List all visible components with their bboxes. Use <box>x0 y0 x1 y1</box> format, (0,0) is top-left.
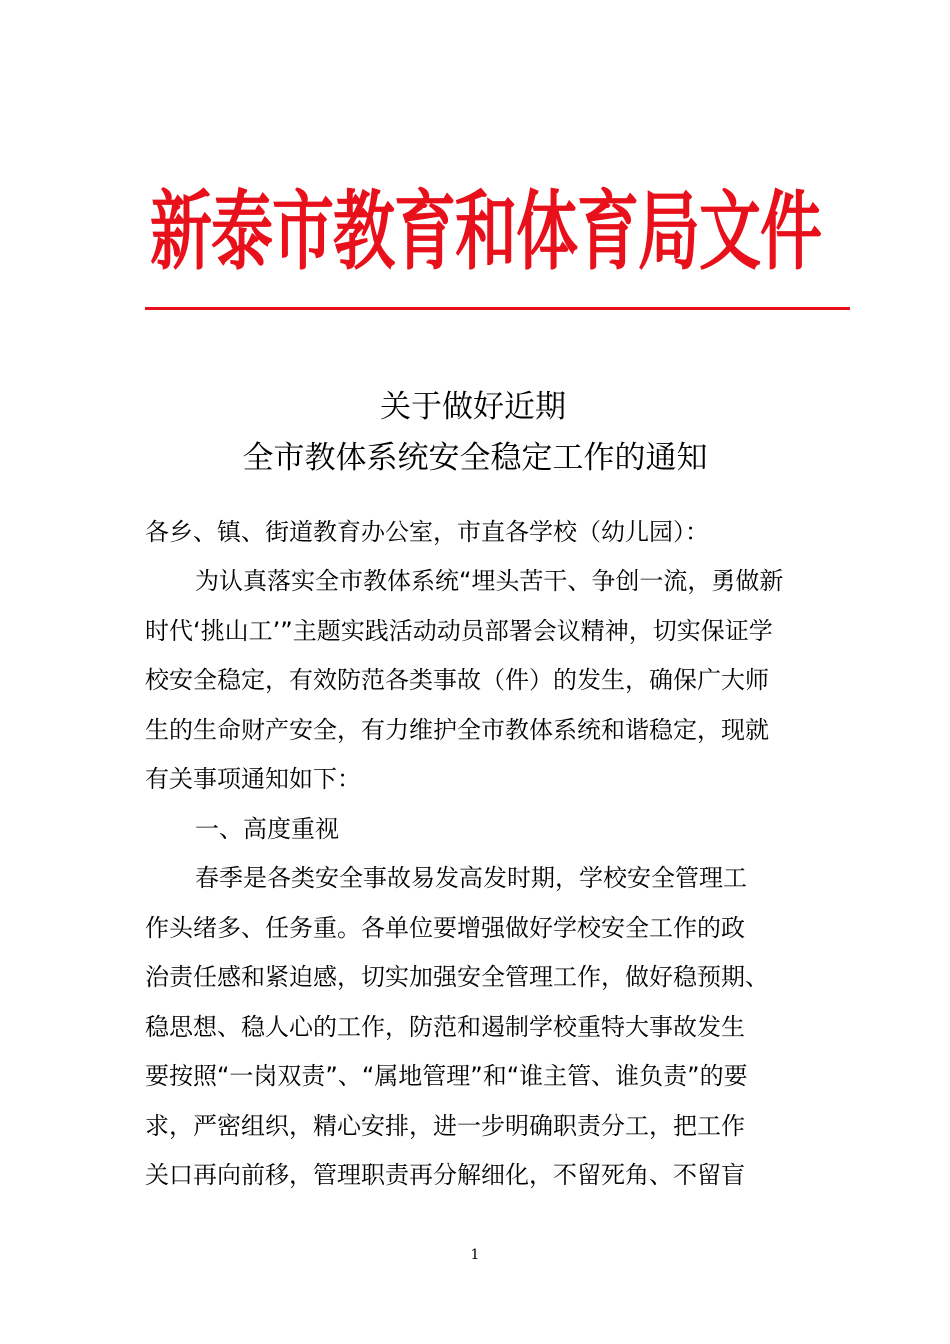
section-heading: 一、高度重视 <box>195 815 339 843</box>
body-line: 治责任感和紧迫感，切实加强安全管理工作，做好稳预期、 <box>145 963 769 991</box>
page-number: 1 <box>470 1247 480 1263</box>
body-line: 校安全稳定，有效防范各类事故（件）的发生，确保广大师 <box>145 666 769 694</box>
body-line: 关口再向前移，管理职责再分解细化，不留死角、不留盲 <box>145 1161 745 1189</box>
body-line: 时代‘挑山工’”主题实践活动动员部署会议精神，切实保证学 <box>145 617 773 645</box>
body-line: 春季是各类安全事故易发高发时期，学校安全管理工 <box>195 864 747 892</box>
red-divider-line <box>145 307 850 310</box>
body-line: 稳思想、稳人心的工作，防范和遏制学校重特大事故发生 <box>145 1013 745 1041</box>
body-line: 要按照“一岗双责”、“属地管理”和“谁主管、谁负责”的要 <box>145 1062 748 1090</box>
body-line: 为认真落实全市教体系统“埋头苦干、争创一流，勇做新 <box>195 567 784 595</box>
document-title-line-2: 全市教体系统安全稳定工作的通知 <box>242 440 708 476</box>
issuer-masthead: 新泰市教育和体育局文件 <box>150 180 822 282</box>
body-line: 作头绪多、任务重。各单位要增强做好学校安全工作的政 <box>145 914 745 942</box>
body-line: 生的生命财产安全，有力维护全市教体系统和谐稳定，现就 <box>145 716 769 744</box>
body-line: 求，严密组织，精心安排，进一步明确职责分工，把工作 <box>145 1112 745 1140</box>
body-line: 有关事项通知如下： <box>145 765 361 793</box>
document-title-line-1: 关于做好近期 <box>380 389 566 425</box>
addressee-line: 各乡、镇、街道教育办公室，市直各学校（幼儿园）： <box>145 518 709 546</box>
